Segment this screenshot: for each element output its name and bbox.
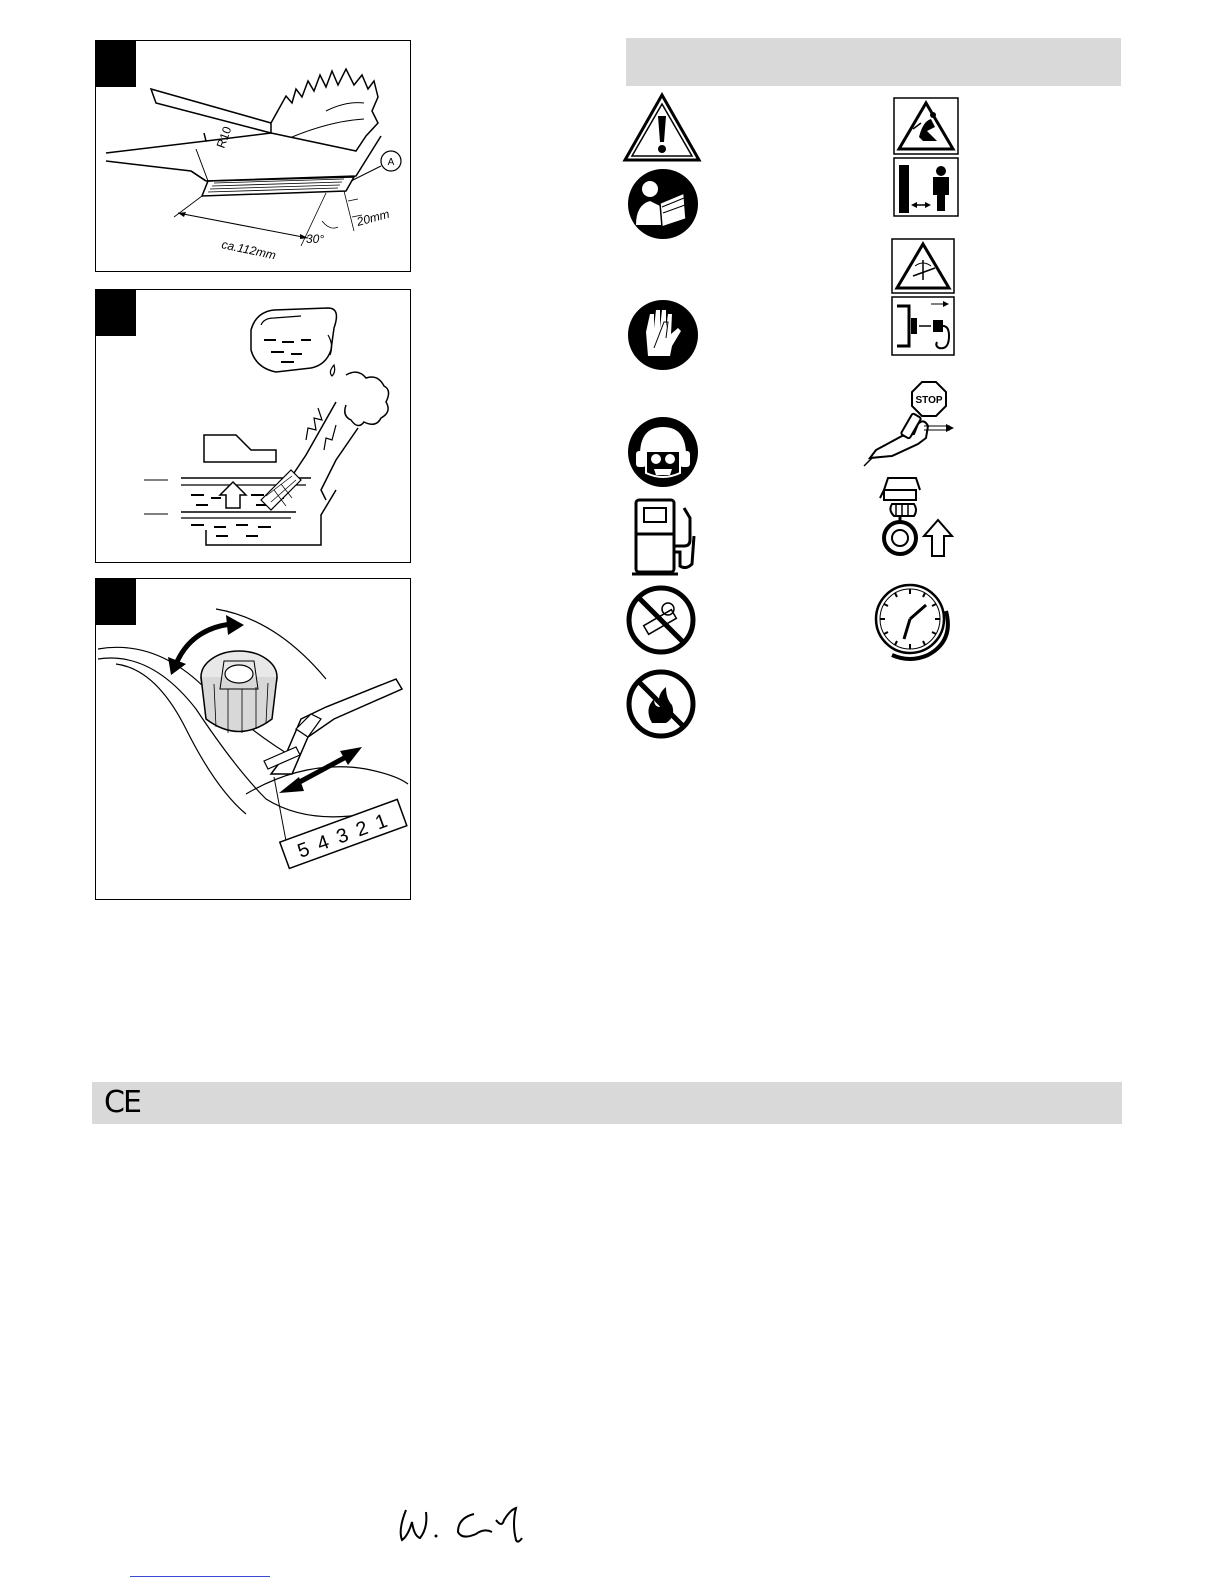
throttle-scale: 5 4 3 2 1: [294, 809, 393, 863]
blade-drawing: [96, 41, 410, 271]
angle-label: 30°: [306, 232, 325, 246]
read-manual-icon: [626, 167, 700, 241]
declaration-header-band: [92, 1082, 1122, 1124]
ce-mark: CE: [104, 1085, 140, 1120]
throttle-drawing: [96, 579, 410, 899]
signature: [392, 1500, 537, 1545]
no-open-flame-icon: [626, 669, 696, 739]
keep-distance-icon: [893, 157, 959, 217]
width-dimension: 20mm: [355, 206, 391, 229]
fuel-pump-icon: [632, 496, 702, 576]
stop-sign-text: STOP: [915, 395, 943, 406]
symbols-header-band: [626, 38, 1121, 86]
choke-lever-icon: [870, 476, 955, 568]
length-dimension: ca.112mm: [220, 237, 278, 263]
figure-oil-fill: [95, 289, 411, 563]
oil-fill-drawing: [96, 290, 410, 562]
figure-throttle-setting: [95, 578, 411, 900]
disconnect-spark-plug-icon: [891, 296, 955, 356]
protective-gloves-icon: [626, 298, 700, 372]
stop-engine-icon: [862, 378, 957, 470]
callout-a: A: [387, 157, 395, 168]
radius-label: R10: [213, 124, 235, 151]
underline-rule: [130, 1576, 270, 1577]
helmet-visor-ear-protection-icon: [626, 415, 700, 489]
no-smoking-icon: [626, 585, 696, 655]
warning-triangle-icon: [622, 92, 702, 164]
maintenance-interval-clock-icon: [870, 581, 956, 663]
figure-blade-sharpening: [95, 40, 411, 272]
blade-rotation-hazard-icon: [891, 238, 955, 294]
